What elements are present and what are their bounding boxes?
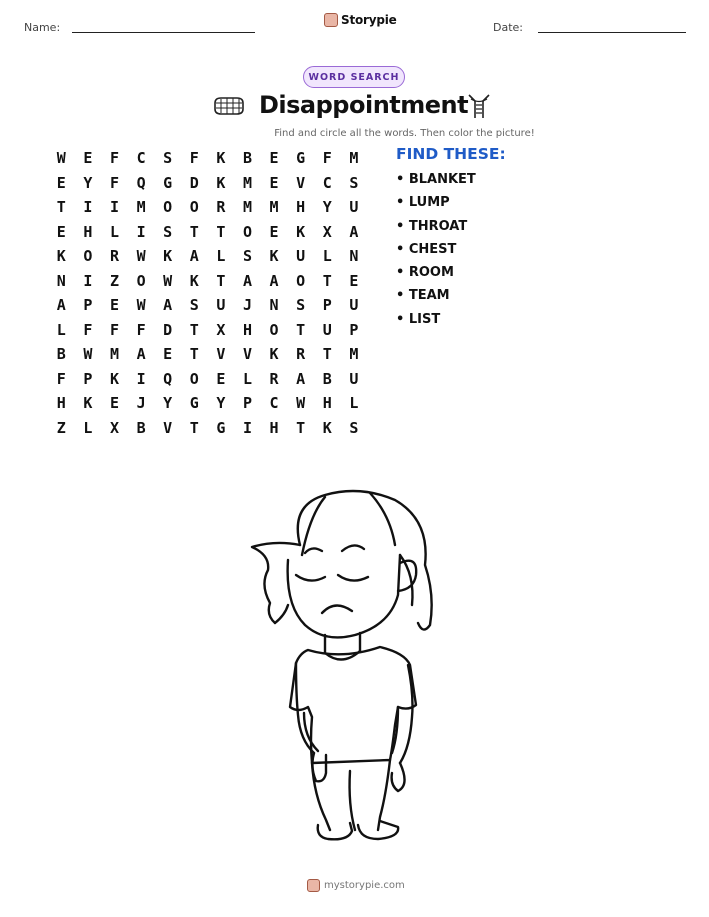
grid-letter[interactable]: R <box>109 247 119 266</box>
grid-letter[interactable]: G <box>189 394 199 413</box>
grid-letter[interactable]: K <box>296 222 306 241</box>
grid-letter[interactable]: C <box>322 173 332 192</box>
grid-letter[interactable]: S <box>349 173 359 192</box>
grid-row <box>48 220 367 245</box>
grid-letter[interactable]: H <box>242 320 252 339</box>
grid-letter[interactable]: U <box>349 296 359 315</box>
date-line <box>538 32 686 33</box>
grid-letter[interactable]: T <box>189 345 199 364</box>
grid-letter[interactable]: J <box>242 296 252 315</box>
grid-letter[interactable]: R <box>296 345 306 364</box>
grid-row <box>48 146 367 171</box>
grid-letter[interactable]: B <box>136 418 146 437</box>
grid-letter[interactable]: T <box>296 418 306 437</box>
word-item: • LIST <box>396 311 441 327</box>
grid-letter[interactable]: K <box>269 247 279 266</box>
grid-letter[interactable]: I <box>109 198 119 217</box>
find-these-heading: FIND THESE: <box>396 145 506 163</box>
grid-letter[interactable]: Q <box>163 369 173 388</box>
grid-letter[interactable]: B <box>322 369 332 388</box>
name-label: Name: <box>24 21 61 34</box>
grid-letter[interactable]: Y <box>216 394 226 413</box>
grid-letter[interactable]: O <box>189 198 199 217</box>
sad-girl-illustration <box>230 485 480 855</box>
grid-letter[interactable]: I <box>136 369 146 388</box>
grid-letter[interactable]: V <box>163 418 173 437</box>
grid-letter[interactable]: I <box>136 222 146 241</box>
grid-letter[interactable]: B <box>56 345 66 364</box>
grid-letter[interactable]: E <box>163 345 173 364</box>
grid-letter[interactable]: S <box>189 296 199 315</box>
word-item: • THROAT <box>396 218 468 234</box>
grid-letter[interactable]: K <box>56 247 66 266</box>
grid-letter[interactable]: M <box>242 173 252 192</box>
grid-letter[interactable]: S <box>296 296 306 315</box>
grid-letter[interactable]: E <box>83 149 93 168</box>
grid-letter[interactable]: K <box>216 149 226 168</box>
grid-letter[interactable]: A <box>56 296 66 315</box>
word-item: • BLANKET <box>396 172 476 187</box>
grid-letter[interactable]: L <box>109 222 119 241</box>
grid-letter[interactable]: L <box>322 247 332 266</box>
grid-letter[interactable]: Z <box>109 271 119 290</box>
grid-letter[interactable]: T <box>322 271 332 290</box>
word-item: • CHEST <box>396 241 457 257</box>
grid-letter[interactable]: M <box>109 345 119 364</box>
word-list <box>396 172 476 335</box>
grid-letter[interactable]: E <box>216 369 226 388</box>
grid-letter[interactable]: H <box>56 394 66 413</box>
grid-letter[interactable]: E <box>109 394 119 413</box>
grid-letter[interactable]: L <box>349 394 359 413</box>
grid-letter[interactable]: H <box>269 418 279 437</box>
grid-letter[interactable]: U <box>349 198 359 217</box>
grid-letter[interactable]: W <box>136 296 146 315</box>
grid-letter[interactable]: S <box>163 149 173 168</box>
page-title: Disappointment <box>259 91 469 119</box>
grid-letter[interactable]: W <box>163 271 173 290</box>
grid-letter[interactable]: A <box>269 271 279 290</box>
grid-row <box>48 195 367 220</box>
grid-letter[interactable]: S <box>163 222 173 241</box>
grid-letter[interactable]: S <box>242 247 252 266</box>
grid-letter[interactable]: F <box>109 320 119 339</box>
blanket-icon <box>212 95 246 117</box>
brand <box>324 13 397 27</box>
grid-letter[interactable]: T <box>216 271 226 290</box>
grid-letter[interactable]: K <box>322 418 332 437</box>
grid-row <box>48 244 367 269</box>
grid-letter[interactable]: W <box>296 394 306 413</box>
grid-letter[interactable]: E <box>56 173 66 192</box>
grid-letter[interactable]: F <box>109 149 119 168</box>
grid-letter[interactable]: E <box>269 222 279 241</box>
grid-letter[interactable]: O <box>296 271 306 290</box>
grid-letter[interactable]: I <box>83 198 93 217</box>
grid-letter[interactable]: L <box>83 418 93 437</box>
grid-letter[interactable]: T <box>322 345 332 364</box>
grid-letter[interactable]: D <box>189 173 199 192</box>
grid-letter[interactable]: F <box>56 369 66 388</box>
grid-letter[interactable]: O <box>136 271 146 290</box>
grid-letter[interactable]: P <box>242 394 252 413</box>
grid-letter[interactable]: M <box>349 149 359 168</box>
grid-letter[interactable]: D <box>163 320 173 339</box>
grid-letter[interactable]: X <box>216 320 226 339</box>
grid-letter[interactable]: H <box>83 222 93 241</box>
grid-letter[interactable]: Q <box>136 173 146 192</box>
grid-letter[interactable]: P <box>83 296 93 315</box>
grid-letter[interactable]: M <box>242 198 252 217</box>
storypie-footer-logo-icon <box>307 879 320 892</box>
throat-icon <box>466 92 492 120</box>
grid-letter[interactable]: E <box>269 173 279 192</box>
word-search-badge: WORD SEARCH <box>303 66 405 88</box>
grid-letter[interactable]: L <box>216 247 226 266</box>
grid-letter[interactable]: Z <box>56 418 66 437</box>
grid-letter[interactable]: Y <box>83 173 93 192</box>
grid-letter[interactable]: K <box>269 345 279 364</box>
grid-letter[interactable]: K <box>83 394 93 413</box>
grid-letter[interactable]: T <box>296 320 306 339</box>
grid-row <box>48 171 367 196</box>
brand-name: Storypie <box>341 13 397 27</box>
grid-letter[interactable]: I <box>83 271 93 290</box>
grid-letter[interactable]: K <box>109 369 119 388</box>
grid-letter[interactable]: U <box>296 247 306 266</box>
grid-letter[interactable]: N <box>56 271 66 290</box>
grid-letter[interactable]: L <box>56 320 66 339</box>
grid-letter[interactable]: E <box>269 149 279 168</box>
grid-letter[interactable]: U <box>349 369 359 388</box>
grid-letter[interactable]: E <box>349 271 359 290</box>
grid-letter[interactable]: O <box>163 198 173 217</box>
grid-letter[interactable]: F <box>189 149 199 168</box>
grid-row <box>48 269 367 294</box>
grid-letter[interactable]: G <box>216 418 226 437</box>
grid-letter[interactable]: N <box>269 296 279 315</box>
grid-letter[interactable]: T <box>216 222 226 241</box>
grid-letter[interactable]: A <box>163 296 173 315</box>
grid-letter[interactable]: A <box>296 369 306 388</box>
footer <box>307 879 405 892</box>
grid-letter[interactable]: B <box>242 149 252 168</box>
grid-letter[interactable]: V <box>216 345 226 364</box>
grid-letter[interactable]: H <box>322 394 332 413</box>
grid-letter[interactable]: J <box>136 394 146 413</box>
grid-letter[interactable]: S <box>349 418 359 437</box>
grid-letter[interactable]: C <box>269 394 279 413</box>
grid-letter[interactable]: O <box>242 222 252 241</box>
grid-letter[interactable]: I <box>242 418 252 437</box>
grid-letter[interactable]: W <box>136 247 146 266</box>
grid-letter[interactable]: Y <box>163 394 173 413</box>
grid-letter[interactable]: O <box>189 369 199 388</box>
grid-letter[interactable]: E <box>56 222 66 241</box>
grid-row <box>48 416 367 441</box>
grid-letter[interactable]: V <box>242 345 252 364</box>
grid-letter[interactable]: H <box>296 198 306 217</box>
word-item: • LUMP <box>396 195 450 211</box>
grid-letter[interactable]: V <box>296 173 306 192</box>
grid-letter[interactable]: U <box>322 320 332 339</box>
grid-row <box>48 342 367 367</box>
grid-letter[interactable]: W <box>83 345 93 364</box>
grid-letter[interactable]: X <box>322 222 332 241</box>
word-item: • TEAM <box>396 288 450 304</box>
grid-letter[interactable]: F <box>109 173 119 192</box>
grid-letter[interactable]: G <box>163 173 173 192</box>
grid-letter[interactable]: U <box>216 296 226 315</box>
letter-grid <box>48 146 367 440</box>
grid-letter[interactable]: T <box>56 198 66 217</box>
grid-letter[interactable]: M <box>269 198 279 217</box>
grid-letter[interactable]: E <box>109 296 119 315</box>
grid-letter[interactable]: T <box>189 418 199 437</box>
grid-row <box>48 293 367 318</box>
grid-letter[interactable]: M <box>349 345 359 364</box>
grid-letter[interactable]: R <box>269 369 279 388</box>
grid-letter[interactable]: F <box>136 320 146 339</box>
grid-row <box>48 367 367 392</box>
name-line <box>72 32 255 33</box>
date-label: Date: <box>493 21 523 34</box>
grid-letter[interactable]: A <box>242 271 252 290</box>
footer-url: mystorypie.com <box>324 880 405 891</box>
grid-letter[interactable]: T <box>189 222 199 241</box>
grid-letter[interactable]: N <box>349 247 359 266</box>
grid-letter[interactable]: K <box>216 173 226 192</box>
grid-row <box>48 391 367 416</box>
grid-letter[interactable]: P <box>349 320 359 339</box>
grid-letter[interactable]: A <box>136 345 146 364</box>
grid-letter[interactable]: P <box>322 296 332 315</box>
grid-row <box>48 318 367 343</box>
grid-letter[interactable]: K <box>189 271 199 290</box>
grid-letter[interactable]: A <box>189 247 199 266</box>
grid-letter[interactable]: R <box>216 198 226 217</box>
grid-letter[interactable]: W <box>56 149 66 168</box>
grid-letter[interactable]: L <box>242 369 252 388</box>
instructions: Find and circle all the words. Then color the picture! <box>274 128 535 139</box>
grid-letter[interactable]: M <box>136 198 146 217</box>
grid-letter[interactable]: P <box>83 369 93 388</box>
storypie-logo-icon <box>324 13 338 27</box>
grid-letter[interactable]: T <box>189 320 199 339</box>
grid-letter[interactable]: K <box>163 247 173 266</box>
grid-letter[interactable]: X <box>109 418 119 437</box>
grid-letter[interactable]: O <box>269 320 279 339</box>
grid-letter[interactable]: A <box>349 222 359 241</box>
grid-letter[interactable]: O <box>83 247 93 266</box>
grid-letter[interactable]: F <box>83 320 93 339</box>
word-item: • ROOM <box>396 265 454 281</box>
grid-letter[interactable]: C <box>136 149 146 168</box>
grid-letter[interactable]: Y <box>322 198 332 217</box>
grid-letter[interactable]: F <box>322 149 332 168</box>
grid-letter[interactable]: G <box>296 149 306 168</box>
